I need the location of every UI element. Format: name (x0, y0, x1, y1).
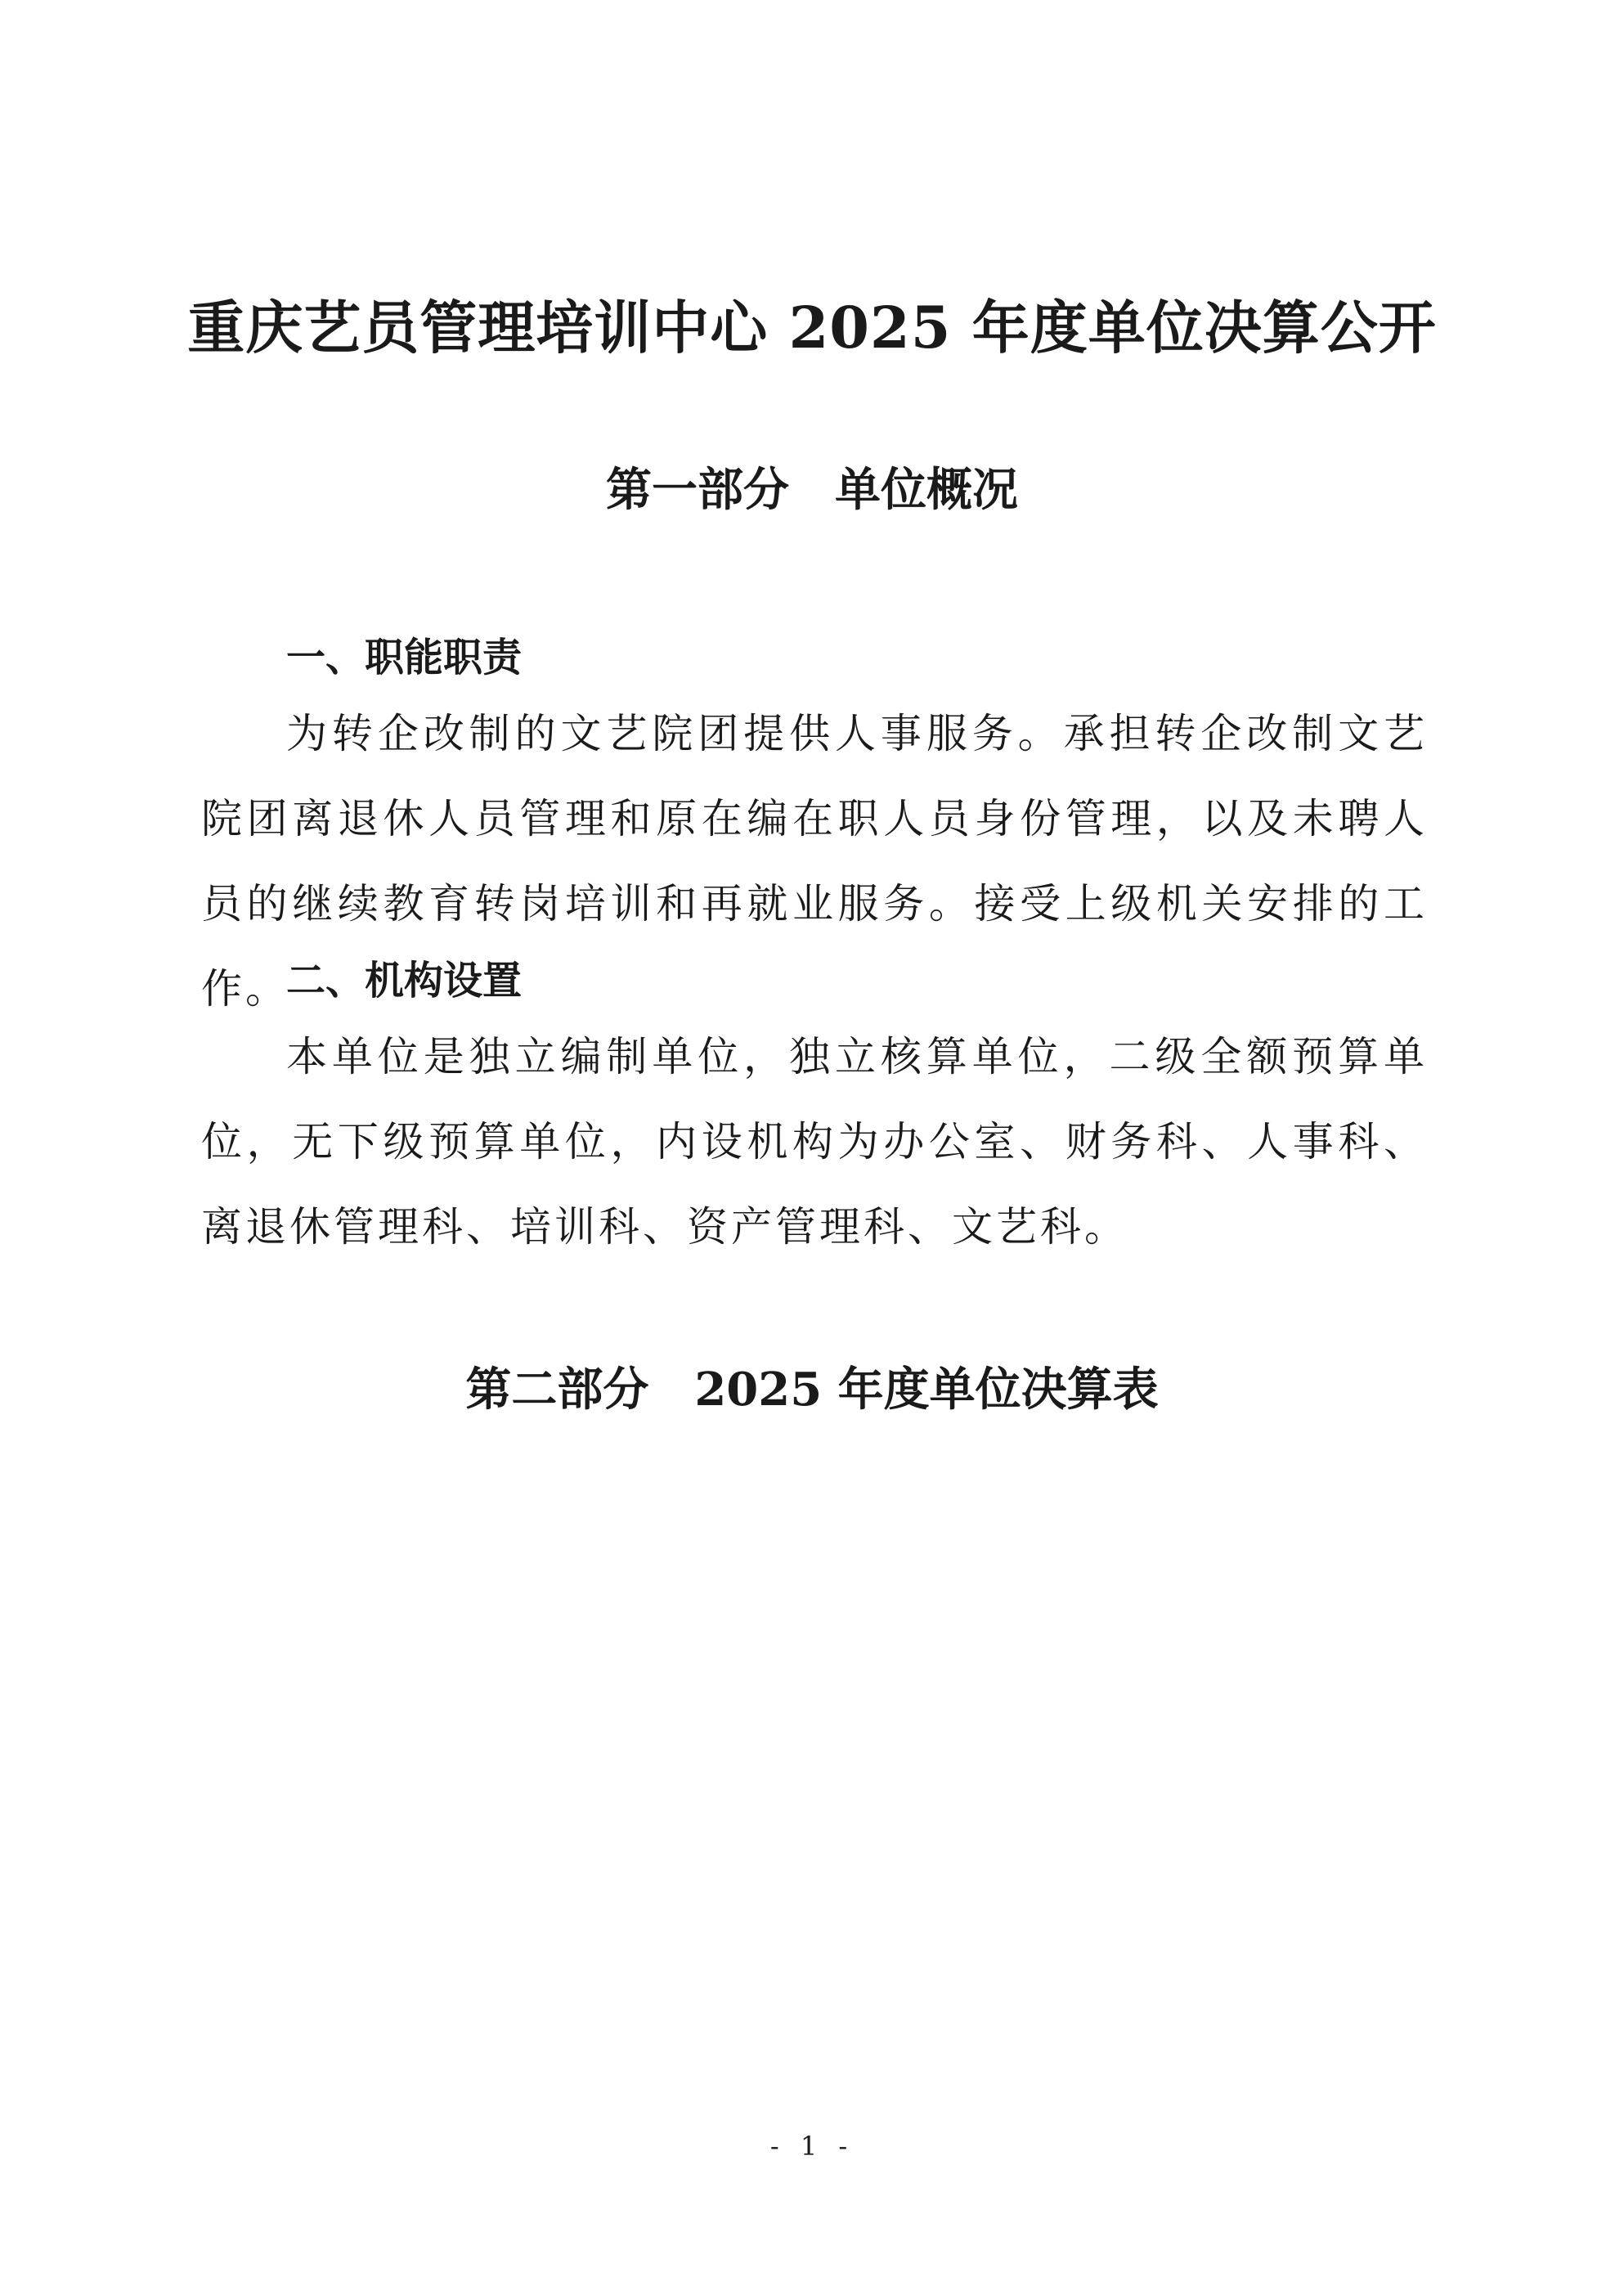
section-heading-functions: 一、职能职责 (286, 635, 523, 680)
section-paragraph-functions: 为转企改制的文艺院团提供人事服务。承担转企改制文艺院团离退休人员管理和原在编在职人员身份管理，以及未聘人员的继续教育转岗培训和再就业服务。接受上级机关安排的工作。 (201, 710, 1428, 1013)
section-paragraph-organization: 本单位是独立编制单位，独立核算单位，二级全额预算单位，无下级预算单位，内设机构为办公室、财务科、人事科、离退休管理科、培训科、资产管理科、文艺科。 (201, 1033, 1428, 1251)
document-title: 重庆艺员管理培训中心 2025 年度单位决算公开 (187, 294, 1437, 362)
part1-title: 第一部分 单位概况 (606, 463, 1018, 517)
page-number: - 1 - (769, 2131, 855, 2162)
part2-title: 第二部分 2025 年度单位决算表 (465, 1363, 1159, 1417)
section-heading-organization: 二、机构设置 (286, 958, 523, 1004)
